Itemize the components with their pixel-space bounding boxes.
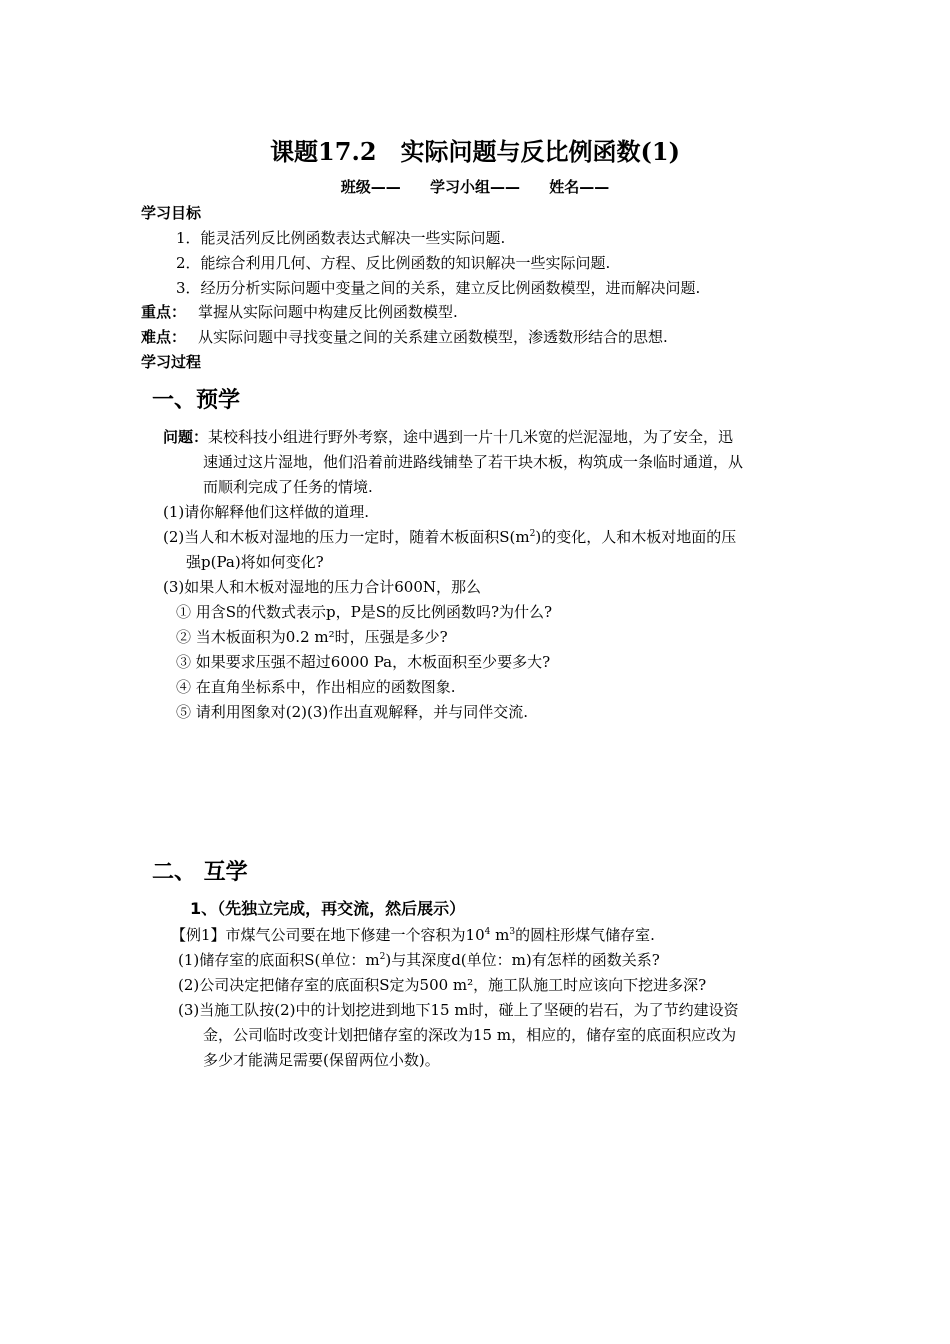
example-text: m bbox=[490, 926, 510, 944]
example-question-text: (1)储存室的底面积S(单位：m bbox=[178, 951, 380, 969]
question-2 bbox=[163, 527, 736, 547]
section-heading-mutual: 二、 互学 bbox=[152, 860, 248, 885]
sub-question: ② 当木板面积为0.2 m²时，压强是多少? bbox=[176, 628, 448, 646]
question-2-cont: 强p(Pa)将如何变化? bbox=[186, 553, 324, 571]
problem-line: 速通过这片湿地，他们沿着前进路线铺垫了若干块木板，构筑成一条临时通道，从 bbox=[203, 453, 744, 471]
question-3: (3)如果人和木板对湿地的压力合计600N，那么 bbox=[163, 578, 482, 596]
example-question-3: (3)当施工队按(2)中的计划挖进到地下15 m时，碰上了坚硬的岩石，为了节约建设资 bbox=[178, 1001, 739, 1019]
example-question-2: (2)公司决定把储存室的底面积S定为500 m²，施工队施工时应该向下挖进多深? bbox=[178, 976, 707, 994]
sub-question: ③ 如果要求压强不超过6000 Pa，木板面积至少要多大? bbox=[176, 653, 551, 671]
difficulty-label: 难点： bbox=[141, 328, 187, 346]
difficulty-point bbox=[141, 327, 668, 347]
superscript: 3 bbox=[509, 927, 516, 937]
page-title: 课题17.2 实际问题与反比例函数(1) bbox=[270, 137, 680, 166]
difficulty-text: 从实际问题中寻找变量之间的关系建立函数模型，渗透数形结合的思想. bbox=[198, 328, 668, 346]
superscript: 2 bbox=[529, 529, 536, 539]
superscript: 4 bbox=[484, 927, 491, 937]
example-question-text: )与其深度d(单位：m)有怎样的函数关系? bbox=[385, 951, 660, 969]
question-2-text: (2)当人和木板对湿地的压力一定时，随着木板面积S(m bbox=[163, 528, 530, 546]
example-1 bbox=[171, 925, 655, 945]
example-text: 【例1】市煤气公司要在地下修建一个容积为10 bbox=[171, 926, 485, 944]
example-question-3-cont: 多少才能满足需要(保留两位小数)。 bbox=[203, 1051, 440, 1069]
sub-question: ① 用含S的代数式表示p，P是S的反比例函数吗?为什么? bbox=[176, 603, 553, 621]
key-text: 掌握从实际问题中构建反比例函数模型. bbox=[198, 303, 458, 321]
sub-question: ④ 在直角坐标系中，作出相应的函数图象. bbox=[176, 678, 456, 696]
goals-heading: 学习目标 bbox=[141, 204, 202, 222]
example-question-3-cont: 金，公司临时改变计划把储存室的深改为15 m，相应的，储存室的底面积应改为 bbox=[203, 1026, 737, 1044]
goal-item: 3．经历分析实际问题中变量之间的关系，建立反比例函数模型，进而解决问题. bbox=[176, 279, 701, 297]
example-text: 的圆柱形煤气储存室. bbox=[515, 926, 655, 944]
header-fields bbox=[0, 177, 950, 197]
problem-label: 问题： bbox=[163, 428, 209, 446]
key-label: 重点： bbox=[141, 303, 187, 321]
goal-item: 2．能综合利用几何、方程、反比例函数的知识解决一些实际问题. bbox=[176, 254, 611, 272]
class-field: 班级—— bbox=[340, 178, 401, 196]
problem-line: 而顺利完成了任务的情境. bbox=[203, 478, 373, 496]
example-question-1 bbox=[178, 950, 660, 970]
problem-line bbox=[163, 427, 733, 447]
problem-text: 某校科技小组进行野外考察，途中遇到一片十几米宽的烂泥湿地，为了安全，迅 bbox=[208, 428, 734, 446]
goal-item: 1．能灵活列反比例函数表达式解决一些实际问题. bbox=[176, 229, 506, 247]
key-point bbox=[141, 302, 458, 322]
name-field: 姓名—— bbox=[549, 178, 610, 196]
group-field: 学习小组—— bbox=[429, 178, 520, 196]
superscript: 2 bbox=[379, 952, 386, 962]
section-heading-prelearn: 一、预学 bbox=[152, 388, 241, 413]
sub-heading: 1、（先独立完成，再交流，然后展示） bbox=[190, 899, 466, 918]
question-1: (1)请你解释他们这样做的道理. bbox=[163, 503, 370, 521]
sub-question: ⑤ 请利用图象对(2)(3)作出直观解释，并与同伴交流. bbox=[176, 703, 529, 721]
process-heading: 学习过程 bbox=[141, 353, 202, 371]
question-2-text: )的变化，人和木板对地面的压 bbox=[535, 528, 737, 546]
